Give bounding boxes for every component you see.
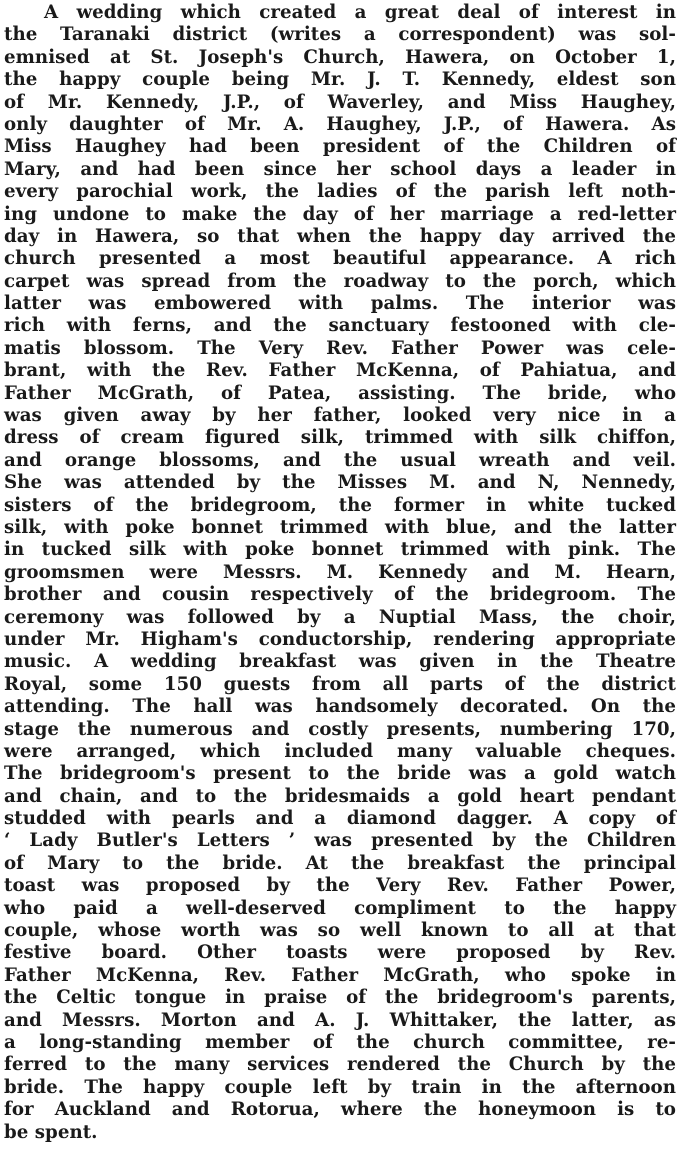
article-line: festive board. Other toasts were proposed by Rev.	[4, 942, 676, 964]
article-line: silk, with poke bonnet trimmed with blue, and the latter	[4, 516, 676, 538]
article-line: ing undone to make the day of her marriage a red-letter	[4, 203, 676, 225]
article-line: under Mr. Higham's conductorship, rendering appropriate	[4, 628, 676, 650]
article-line: Miss Haughey had been president of the Children of	[4, 136, 676, 158]
article-line: couple, whose worth was so well known to all at that	[4, 920, 676, 942]
article-line: in tucked silk with poke bonnet trimmed with pink. The	[4, 539, 676, 561]
article-line: bride. The happy couple left by train in the afternoon	[4, 1076, 676, 1098]
article-line: brother and cousin respectively of the bridegroom. The	[4, 584, 676, 606]
article-line: and orange blossoms, and the usual wreath and veil.	[4, 449, 676, 471]
article-line: only daughter of Mr. A. Haughey, J.P., of Hawera. As	[4, 113, 676, 135]
article-line: studded with pearls and a diamond dagger. A copy of	[4, 808, 676, 830]
article-line: every parochial work, the ladies of the parish left noth-	[4, 181, 676, 203]
article-line: She was attended by the Misses M. and N, Nennedy,	[4, 472, 676, 494]
article-line: for Auckland and Rotorua, where the honeymoon is to	[4, 1099, 676, 1121]
article-line: was given away by her father, looked very nice in a	[4, 405, 676, 427]
article-line: brant, with the Rev. Father McKenna, of Pahiatua, and	[4, 360, 676, 382]
article-line: latter was embowered with palms. The interior was	[4, 293, 676, 315]
article-line: A wedding which created a great deal of interest in	[44, 2, 676, 23]
article-line: stage the numerous and costly presents, numbering 170,	[4, 718, 676, 740]
article-line: a long-standing member of the church committee, re-	[4, 1031, 676, 1053]
article-column	[4, 2, 676, 1168]
article-line: and chain, and to the bridesmaids a gold heart pendant	[4, 785, 676, 807]
article-line: who paid a well-deserved compliment to the happy	[4, 897, 676, 919]
article-line: Mary, and had been since her school days a leader in	[4, 158, 676, 180]
article-line: be spent.	[4, 1121, 98, 1143]
article-line: matis blossom. The Very Rev. Father Power was cele-	[4, 337, 676, 359]
article-line: of Mr. Kennedy, J.P., of Waverley, and Miss Haughey,	[4, 91, 676, 113]
article-line: groomsmen were Messrs. M. Kennedy and M. Hearn,	[4, 561, 676, 583]
article-line: carpet was spread from the roadway to the porch, which	[4, 270, 676, 292]
article-line: sisters of the bridegroom, the former in white tucked	[4, 494, 676, 516]
article-line: attending. The hall was handsomely decorated. On the	[4, 696, 676, 718]
article-line: and Messrs. Morton and A. J. Whittaker, the latter, as	[4, 1009, 676, 1031]
article-line: The bridegroom's present to the bride was a gold watch	[4, 763, 676, 785]
article-line: day in Hawera, so that when the happy day arrived the	[4, 225, 676, 247]
article-line: church presented a most beautiful appearance. A rich	[4, 248, 676, 270]
article-line: the happy couple being Mr. J. T. Kennedy, eldest son	[4, 69, 676, 91]
article-line: rich with ferns, and the sanctuary festooned with cle-	[4, 315, 676, 337]
article-line: emnised at St. Joseph's Church, Hawera, on October 1,	[4, 46, 676, 68]
article-line: music. A wedding breakfast was given in the Theatre	[4, 651, 676, 673]
article-line: of Mary to the bride. At the breakfast the principal	[4, 852, 676, 874]
article-line: toast was proposed by the Very Rev. Father Power,	[4, 875, 676, 897]
article-line: ferred to the many services rendered the Church by the	[4, 1054, 676, 1076]
article-line: Royal, some 150 guests from all parts of the district	[4, 673, 676, 695]
article-line: Father McGrath, of Patea, assisting. The bride, who	[4, 382, 676, 404]
article-line: ‘ Lady Butler's Letters ’ was presented by the Children	[4, 830, 676, 852]
article-line: dress of cream figured silk, trimmed with silk chiffon,	[4, 427, 676, 449]
article-line: the Celtic tongue in praise of the bridegroom's parents,	[4, 987, 676, 1009]
article-line: ceremony was followed by a Nuptial Mass, the choir,	[4, 606, 676, 628]
article-line: Father McKenna, Rev. Father McGrath, who spoke in	[4, 964, 676, 986]
article-line: were arranged, which included many valuable cheques.	[4, 740, 676, 762]
article-line: the Taranaki district (writes a correspondent) was sol-	[4, 24, 676, 46]
